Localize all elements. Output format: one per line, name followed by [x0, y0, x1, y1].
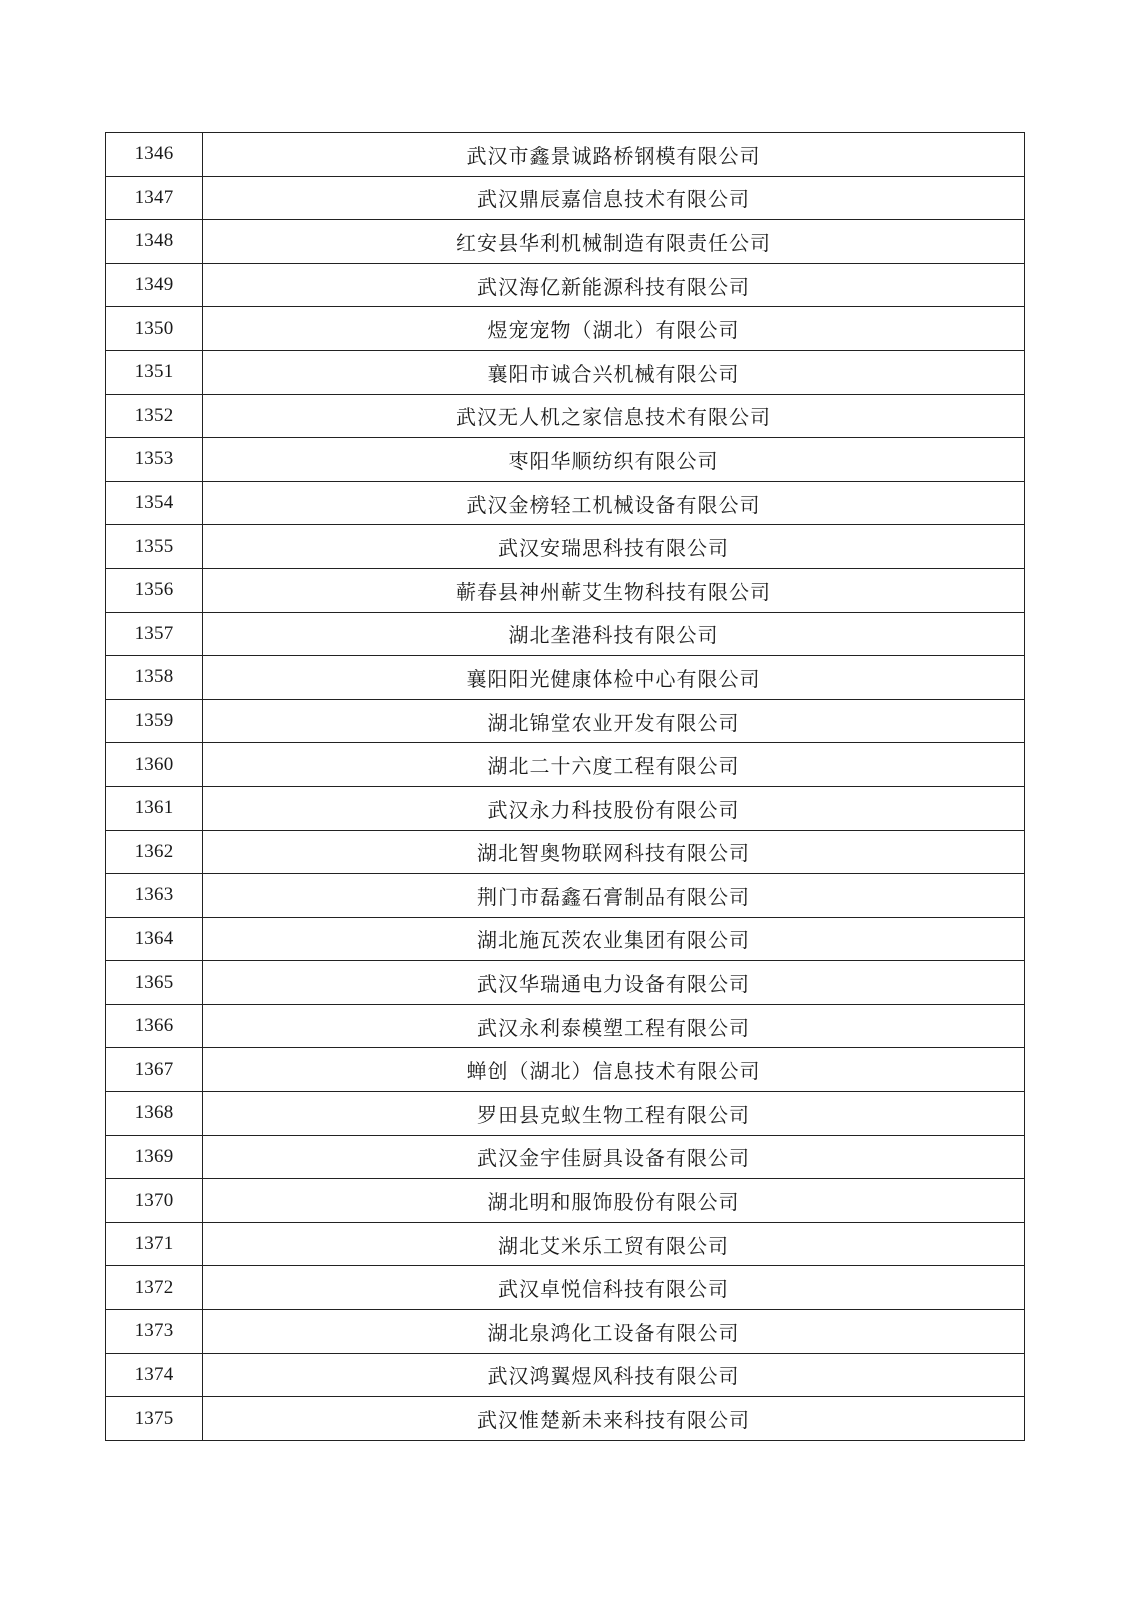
row-number-cell: 1360 [106, 743, 203, 787]
table-row [106, 612, 1025, 656]
table-row [106, 307, 1025, 351]
table-row [106, 1004, 1025, 1048]
company-name-cell: 红安县华利机械制造有限责任公司 [203, 220, 1025, 264]
company-name-cell: 湖北艾米乐工贸有限公司 [203, 1222, 1025, 1266]
company-name-cell: 湖北智奥物联网科技有限公司 [203, 830, 1025, 874]
company-name-cell: 湖北垄港科技有限公司 [203, 612, 1025, 656]
row-number-cell: 1364 [106, 917, 203, 961]
table-row [106, 176, 1025, 220]
row-number-cell: 1367 [106, 1048, 203, 1092]
table-row [106, 656, 1025, 700]
company-name-cell: 武汉鼎辰嘉信息技术有限公司 [203, 176, 1025, 220]
table-row [106, 438, 1025, 482]
table-row [106, 1048, 1025, 1092]
company-name-cell: 武汉华瑞通电力设备有限公司 [203, 961, 1025, 1005]
row-number-cell: 1353 [106, 438, 203, 482]
company-name-cell: 湖北锦堂农业开发有限公司 [203, 699, 1025, 743]
row-number-cell: 1346 [106, 133, 203, 177]
table-row [106, 1179, 1025, 1223]
table-row [106, 961, 1025, 1005]
table-row [106, 1222, 1025, 1266]
row-number-cell: 1348 [106, 220, 203, 264]
row-number-cell: 1368 [106, 1092, 203, 1136]
row-number-cell: 1355 [106, 525, 203, 569]
company-name-cell: 武汉市鑫景诚路桥钢模有限公司 [203, 133, 1025, 177]
table-row [106, 1353, 1025, 1397]
table-row [106, 743, 1025, 787]
company-name-cell: 武汉金榜轻工机械设备有限公司 [203, 481, 1025, 525]
company-name-cell: 襄阳阳光健康体检中心有限公司 [203, 656, 1025, 700]
table-row [106, 830, 1025, 874]
company-name-cell: 武汉无人机之家信息技术有限公司 [203, 394, 1025, 438]
row-number-cell: 1358 [106, 656, 203, 700]
row-number-cell: 1362 [106, 830, 203, 874]
table-row [106, 1310, 1025, 1354]
row-number-cell: 1350 [106, 307, 203, 351]
company-name-cell: 武汉金宇佳厨具设备有限公司 [203, 1135, 1025, 1179]
row-number-cell: 1352 [106, 394, 203, 438]
table-row [106, 699, 1025, 743]
row-number-cell: 1371 [106, 1222, 203, 1266]
company-name-cell: 湖北施瓦茨农业集团有限公司 [203, 917, 1025, 961]
company-name-cell: 武汉永力科技股份有限公司 [203, 786, 1025, 830]
table-body [106, 133, 1025, 1441]
company-name-cell: 煜宠宠物（湖北）有限公司 [203, 307, 1025, 351]
table-row [106, 568, 1025, 612]
row-number-cell: 1357 [106, 612, 203, 656]
company-name-cell: 湖北二十六度工程有限公司 [203, 743, 1025, 787]
row-number-cell: 1369 [106, 1135, 203, 1179]
company-name-cell: 武汉海亿新能源科技有限公司 [203, 263, 1025, 307]
table-row [106, 1397, 1025, 1441]
table-row [106, 786, 1025, 830]
company-name-cell: 蕲春县神州蕲艾生物科技有限公司 [203, 568, 1025, 612]
row-number-cell: 1375 [106, 1397, 203, 1441]
table-row [106, 1092, 1025, 1136]
table-row [106, 394, 1025, 438]
company-name-cell: 罗田县克蚁生物工程有限公司 [203, 1092, 1025, 1136]
row-number-cell: 1361 [106, 786, 203, 830]
table-row [106, 481, 1025, 525]
company-name-cell: 武汉卓悦信科技有限公司 [203, 1266, 1025, 1310]
table-row [106, 874, 1025, 918]
company-name-cell: 武汉鸿翼煜风科技有限公司 [203, 1353, 1025, 1397]
row-number-cell: 1374 [106, 1353, 203, 1397]
table-row [106, 1135, 1025, 1179]
table-row [106, 350, 1025, 394]
table-row [106, 220, 1025, 264]
company-name-cell: 湖北泉鸿化工设备有限公司 [203, 1310, 1025, 1354]
row-number-cell: 1366 [106, 1004, 203, 1048]
company-list-table [105, 132, 1025, 1441]
table-row [106, 133, 1025, 177]
table-row [106, 917, 1025, 961]
company-name-cell: 蝉创（湖北）信息技术有限公司 [203, 1048, 1025, 1092]
company-name-cell: 襄阳市诚合兴机械有限公司 [203, 350, 1025, 394]
row-number-cell: 1359 [106, 699, 203, 743]
company-name-cell: 武汉永利泰模塑工程有限公司 [203, 1004, 1025, 1048]
row-number-cell: 1354 [106, 481, 203, 525]
company-name-cell: 荆门市磊鑫石膏制品有限公司 [203, 874, 1025, 918]
row-number-cell: 1356 [106, 568, 203, 612]
table-row [106, 525, 1025, 569]
row-number-cell: 1373 [106, 1310, 203, 1354]
company-name-cell: 湖北明和服饰股份有限公司 [203, 1179, 1025, 1223]
table-row [106, 263, 1025, 307]
row-number-cell: 1347 [106, 176, 203, 220]
table-row [106, 1266, 1025, 1310]
row-number-cell: 1351 [106, 350, 203, 394]
row-number-cell: 1363 [106, 874, 203, 918]
row-number-cell: 1372 [106, 1266, 203, 1310]
company-name-cell: 枣阳华顺纺织有限公司 [203, 438, 1025, 482]
row-number-cell: 1349 [106, 263, 203, 307]
company-name-cell: 武汉惟楚新未来科技有限公司 [203, 1397, 1025, 1441]
row-number-cell: 1370 [106, 1179, 203, 1223]
company-name-cell: 武汉安瑞思科技有限公司 [203, 525, 1025, 569]
row-number-cell: 1365 [106, 961, 203, 1005]
